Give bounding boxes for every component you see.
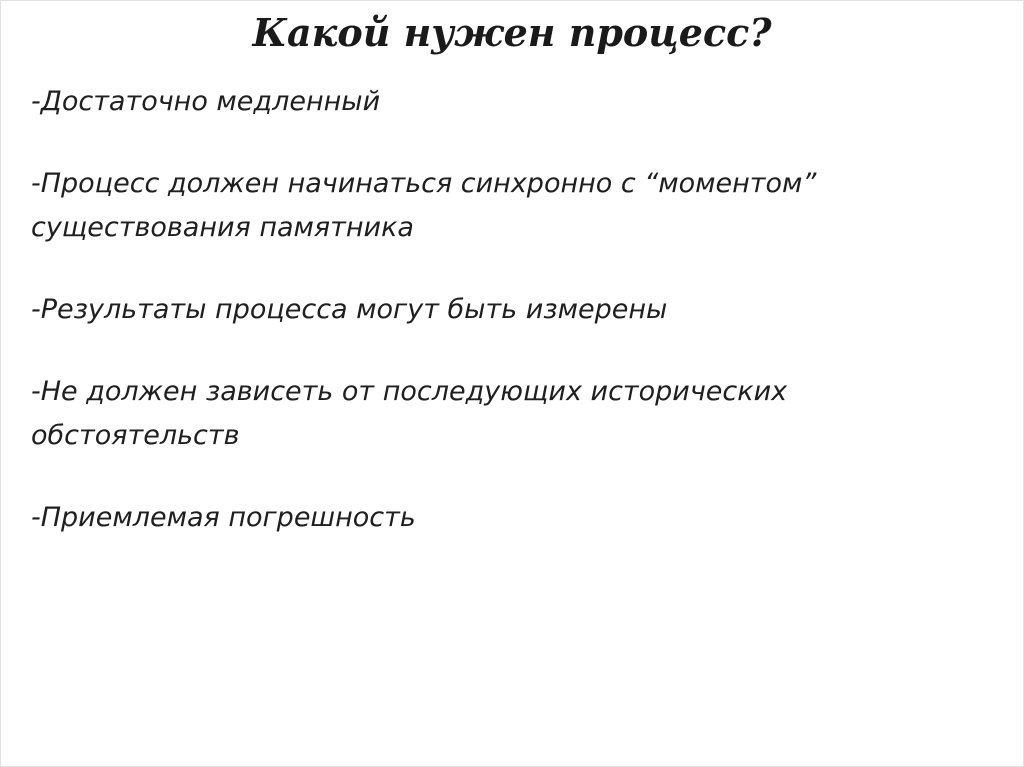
list-item-line: -Приемлемая погрешность bbox=[31, 502, 416, 533]
list-item bbox=[31, 162, 991, 250]
list-item-line: обстоятельств bbox=[31, 420, 240, 451]
list-item bbox=[31, 496, 991, 540]
list-item-line: -Не должен зависеть от последующих исторических bbox=[31, 376, 788, 407]
list-item-line: -Достаточно медленный bbox=[31, 86, 381, 117]
slide-title: Какой нужен процесс? bbox=[252, 10, 772, 55]
list-item bbox=[31, 80, 991, 124]
list-item bbox=[31, 370, 991, 458]
list-item-line: -Процесс должен начинаться синхронно с “моментом” bbox=[31, 168, 817, 199]
list-item-line: -Результаты процесса могут быть измерены bbox=[31, 294, 668, 325]
list-item bbox=[31, 288, 991, 332]
list-item-line: существования памятника bbox=[31, 212, 414, 243]
slide-body bbox=[31, 80, 991, 578]
